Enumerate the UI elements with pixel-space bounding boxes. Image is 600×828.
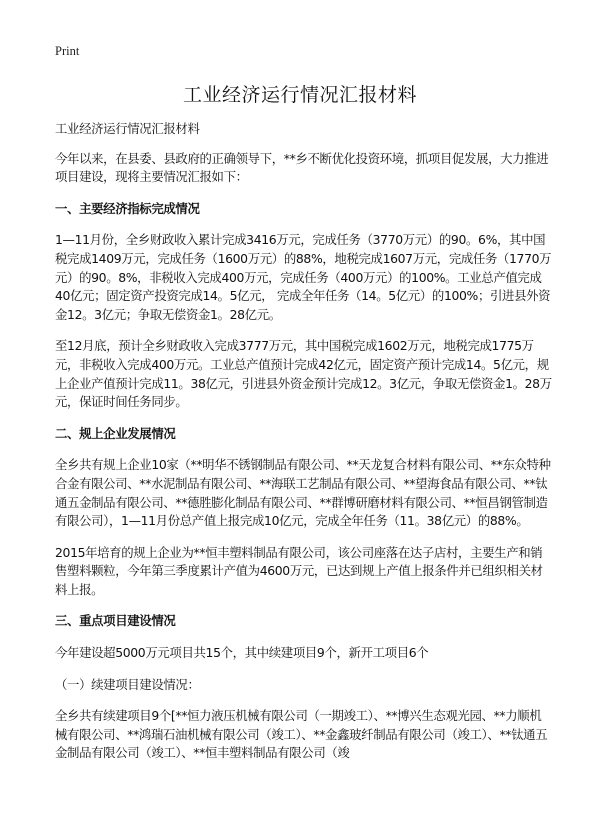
- page-title: 工业经济运行情况汇报材料: [182, 84, 417, 106]
- section3-subheading: （一）续建项目建设情况：: [55, 676, 200, 692]
- intro-paragraph: 今年以来，在县委、县政府的正确领导下，**乡不断优化投资环境，抓项目促发展，大力推进项目建设，现将主要情况汇报如下：: [55, 150, 549, 185]
- section3-summary: 今年建设超5000万元项目共15个，其中续建项目9个，新开工项目6个: [55, 645, 429, 661]
- section2-paragraph-1: 全乡共有规上企业10家（**明华不锈钢制品有限公司、**天龙复合材料有限公司、**东众特种合金有限公司、**水泥制品有限公司、**海联工艺制品有限公司、**望海食品有限公司、**钛通五金制品有限公司、**德胜膨化制品有限公司、**群博研磨材料有限公司、**恒昌钢管制造有限公司），1—11月份总产值上报完成10亿元，完成全年任务（11。38亿元）的88%。: [55, 457, 551, 529]
- section3-paragraph: 全乡共有续建项目9个[**恒力液压机械有限公司（一期竣工）、**博兴生态观光园、**力顺机械有限公司、**鸿瑞石油机械有限公司（竣工）、**金鑫玻纤制品有限公司（竣工）、**钛通五金制品有限公司（竣工）、**恒丰塑料制品有限公司（竣: [55, 708, 548, 761]
- document-body: [55, 120, 553, 776]
- document-subtitle: 工业经济运行情况汇报材料: [55, 121, 200, 136]
- section2-paragraph-2: 2015年培育的规上企业为**恒丰塑料制品有限公司，该公司座落在达子店村，主要生产和销售塑料颗粒，今年第三季度累计产值为4600万元，已达到规上产值上报条件并已组织相关材料上报。: [55, 544, 543, 597]
- print-link[interactable]: Print: [55, 44, 80, 58]
- section-heading-1: 一、主要经济指标完成情况: [55, 200, 200, 216]
- section1-paragraph-1: 1—11月份，全乡财政收入累计完成3416万元，完成任务（3770万元）的90。6%，其中国税完成1409万元，完成任务（1600万元）的88%，地税完成1607万元，完成任务（1770万元）的90。8%，非税收入完成400万元，完成任务（400万元）的100%。工业总产值完成40亿元；固定资产投资完成14。5亿元， 完成全年任务（14。5亿元）的100%；引进县外资金12。3亿元；争取无偿资金1。28亿元。: [55, 232, 552, 322]
- section-heading-3: 三、重点项目建设情况: [55, 613, 176, 629]
- section-heading-2: 二、规上企业发展情况: [55, 425, 176, 441]
- section1-paragraph-2: 至12月底，预计全乡财政收入完成3777万元，其中国税完成1602万元，地税完成1775万元，非税收入完成400万元。工业总产值预计完成42亿元，固定资产预计完成14。5亿元，规上企业产值预计完成11。38亿元，引进县外资金预计完成12。3亿元，争取无偿资金1。28万元，保证时间任务同步。: [55, 338, 552, 410]
